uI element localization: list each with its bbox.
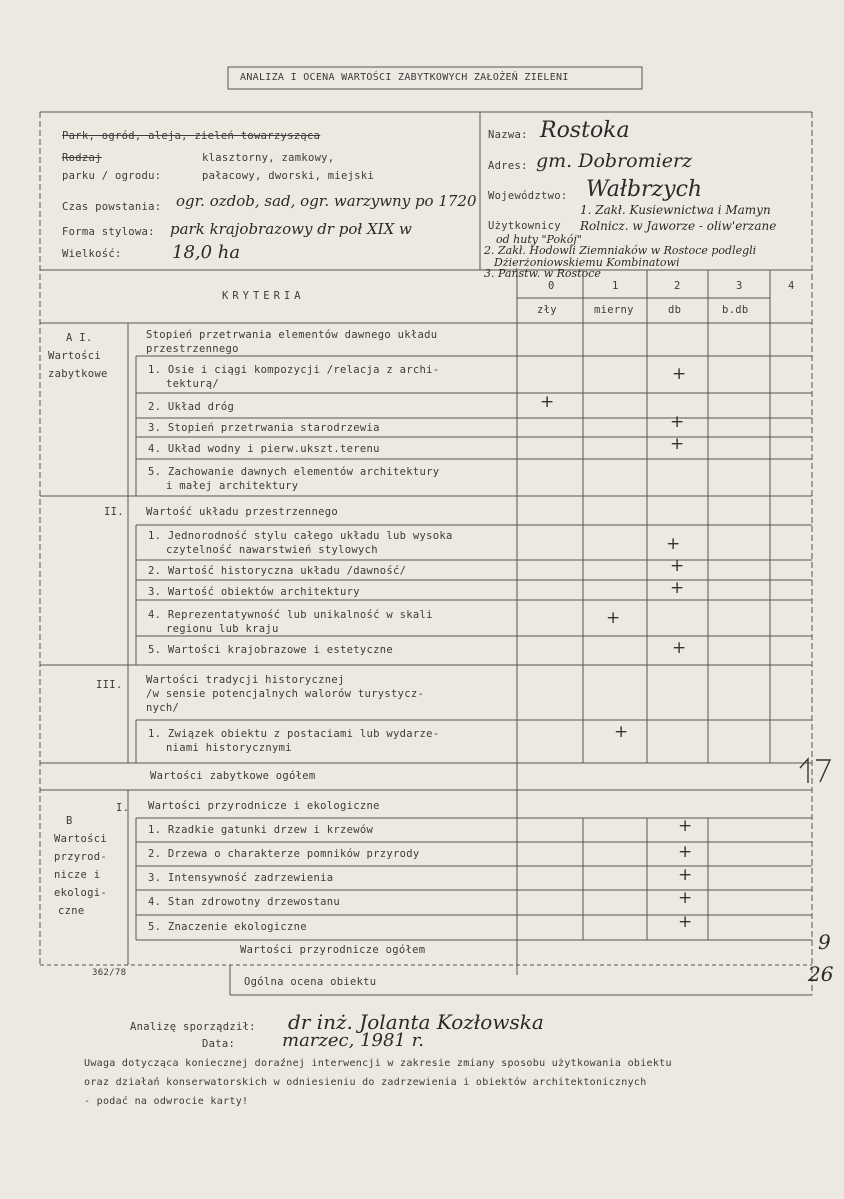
rodzaj-label-2: parku / ogrodu: [62, 170, 162, 182]
row-mark: + [540, 392, 555, 412]
uzytk-line2: Rolnicz. w Jaworze - oliw'erzane [580, 219, 777, 233]
section-b-label-3: przyrod- [54, 851, 107, 863]
row-b-label: 1. Rzadkie gatunki drzew i krzewów [148, 824, 374, 836]
uzytk-line3: od huty "Pokój" [496, 233, 582, 246]
note-line-2: oraz działań konserwatorskich w odniesieniu do zadrzewienia i obiektów architektonicznych [84, 1077, 647, 1088]
page-title: ANALIZA I OCENA WARTOŚCI ZABYTKOWYCH ZAŁOŻEŃ ZIELENI [240, 72, 569, 83]
row-mark: + [670, 412, 685, 432]
forma-label: Forma stylowa: [62, 226, 155, 238]
czas-value: ogr. ozdob, sad, ogr. warzywny po 1720 [176, 192, 477, 210]
row-mark: + [670, 556, 685, 576]
row-mark: + [670, 578, 685, 598]
adres-label: Adres: [488, 160, 528, 172]
row-label: 1. Jednorodność stylu całego układu lub wysoka [148, 530, 453, 542]
data-value: marzec, 1981 r. [282, 1030, 424, 1051]
uzytk-label: Użytkownicy [488, 220, 561, 232]
row-b-mark: + [678, 912, 693, 932]
row-label: 2. Układ dróg [148, 401, 235, 413]
row-mark: + [672, 638, 687, 658]
analize-label: Analizę sporządził: [130, 1021, 256, 1033]
woj-value: Wałbrzych [586, 177, 703, 202]
row-label: 5. Zachowanie dawnych elementów architektury [148, 466, 440, 478]
group1-heading: Stopień przetrwania elementów dawnego układu [146, 329, 438, 341]
section-a-label-2: Wartości [48, 350, 101, 362]
score-label-zly: zły [537, 304, 557, 316]
kryteria-label: KRYTERIA [222, 290, 305, 302]
section-b-label-4: nicze i [54, 869, 101, 881]
score-label-mierny: mierny [594, 304, 634, 316]
row-label: 1. Związek obiektu z postaciami lub wydarze- [148, 728, 440, 740]
section-a-label-3: zabytkowe [48, 368, 108, 380]
row-mark: + [606, 608, 621, 628]
adres-value: gm. Dobromierz [536, 150, 693, 172]
score-num-3: 3 [736, 280, 743, 292]
overall-value: 26 [808, 962, 834, 986]
score-num-0: 0 [548, 280, 555, 292]
nazwa-label: Nazwa: [488, 129, 528, 141]
row-label: 4. Reprezentatywność lub unikalność w skali [148, 609, 433, 621]
row-label: 3. Wartość obiektów architektury [148, 586, 360, 598]
group3-heading-2: /w sensie potencjalnych walorów turystycz- [146, 688, 425, 700]
row-label-cont: regionu lub kraju [166, 623, 279, 635]
total-a-label: Wartości zabytkowe ogółem [150, 770, 316, 782]
group2-number: II. [104, 506, 124, 518]
rodzaj-label: Rodzaj [62, 152, 102, 164]
score-label-db: db [668, 304, 682, 316]
wielkosc-label: Wielkość: [62, 248, 122, 260]
total-b-value: 9 [818, 930, 831, 954]
group3-number: III. [96, 679, 123, 691]
row-label: 4. Układ wodny i pierw.ukszt.terenu [148, 443, 380, 455]
row-b-label: 2. Drzewa o charakterze pomników przyrody [148, 848, 420, 860]
section-b-label-6: czne [58, 905, 85, 917]
row-b-mark: + [678, 865, 693, 885]
group1-heading-2: przestrzennego [146, 343, 239, 355]
row-label: 3. Stopień przetrwania starodrzewia [148, 422, 380, 434]
group3-heading-3: nych/ [146, 702, 180, 714]
section-b-label-5: ekologi- [54, 887, 107, 899]
uzytk-line5: Dżierżoniowskiemu Kombinatowi [494, 256, 680, 269]
note-line-3: - podać na odwrocie karty! [84, 1096, 249, 1107]
overall-label: Ogólna ocena obiektu [244, 976, 377, 988]
note-line-1: Uwaga dotycząca koniecznej doraźnej interwencji w zakresie zmiany sposobu użytkowania obiektu [84, 1058, 672, 1069]
rodzaj-options: klasztorny, zamkowy, [202, 152, 335, 164]
row-mark: + [672, 364, 687, 384]
park-label: Park, ogród, aleja, zieleń towarzysząca [62, 130, 321, 142]
rodzaj-options-2: pałacowy, dworski, miejski [202, 170, 375, 182]
section-b-label-2: Wartości [54, 833, 107, 845]
czas-label: Czas powstania: [62, 201, 162, 213]
group2-heading: Wartość układu przestrzennego [146, 506, 339, 518]
row-label-cont: tekturą/ [166, 378, 219, 390]
group3-heading: Wartości tradycji historycznej [146, 674, 345, 686]
score-num-4: 4 [788, 280, 795, 292]
row-mark: + [614, 722, 629, 742]
row-b-label: 3. Intensywność zadrzewienia [148, 872, 334, 884]
row-b-mark: + [678, 816, 693, 836]
section-b-number: I. [116, 802, 130, 814]
forma-value: park krajobrazowy dr poł XIX w [170, 220, 412, 238]
row-label-cont: niami historycznymi [166, 742, 292, 754]
uzytk-line6: 3. Państw. w Rostoce [484, 267, 601, 280]
data-label: Data: [202, 1038, 236, 1050]
row-mark: + [666, 534, 681, 554]
row-label-cont: czytelność nawarstwień stylowych [166, 544, 378, 556]
row-b-label: 5. Znaczenie ekologiczne [148, 921, 307, 933]
row-label: 5. Wartości krajobrazowe i estetyczne [148, 644, 393, 656]
uzytk-line4: 2. Zakł. Hodowli Ziemniaków w Rostoce podlegli [484, 244, 757, 257]
analize-value: dr inż. Jolanta Kozłowska [288, 1010, 544, 1034]
score-label-bdb: b.db [722, 304, 749, 316]
score-num-1: 1 [612, 280, 619, 292]
section-a-label: A I. [66, 332, 93, 344]
score-num-2: 2 [674, 280, 681, 292]
section-b-heading: Wartości przyrodnicze i ekologiczne [148, 800, 380, 812]
row-mark: + [670, 434, 685, 454]
section-b-label: B [66, 815, 73, 827]
row-label: 2. Wartość historyczna układu /dawność/ [148, 565, 407, 577]
wielkosc-value: 18,0 ha [172, 242, 241, 263]
woj-label: Województwo: [488, 190, 568, 202]
row-b-label: 4. Stan zdrowotny drzewostanu [148, 896, 341, 908]
side-note: 362/78 [92, 968, 127, 978]
row-label: 1. Osie i ciągi kompozycji /relacja z archi- [148, 364, 440, 376]
nazwa-value: Rostoka [540, 118, 630, 143]
row-b-mark: + [678, 842, 693, 862]
row-b-mark: + [678, 888, 693, 908]
total-b-label: Wartości przyrodnicze ogółem [240, 944, 426, 956]
uzytk-line1: 1. Zakł. Kusiewnictwa i Mamyn [580, 203, 771, 217]
row-label-cont: i małej architektury [166, 480, 299, 492]
